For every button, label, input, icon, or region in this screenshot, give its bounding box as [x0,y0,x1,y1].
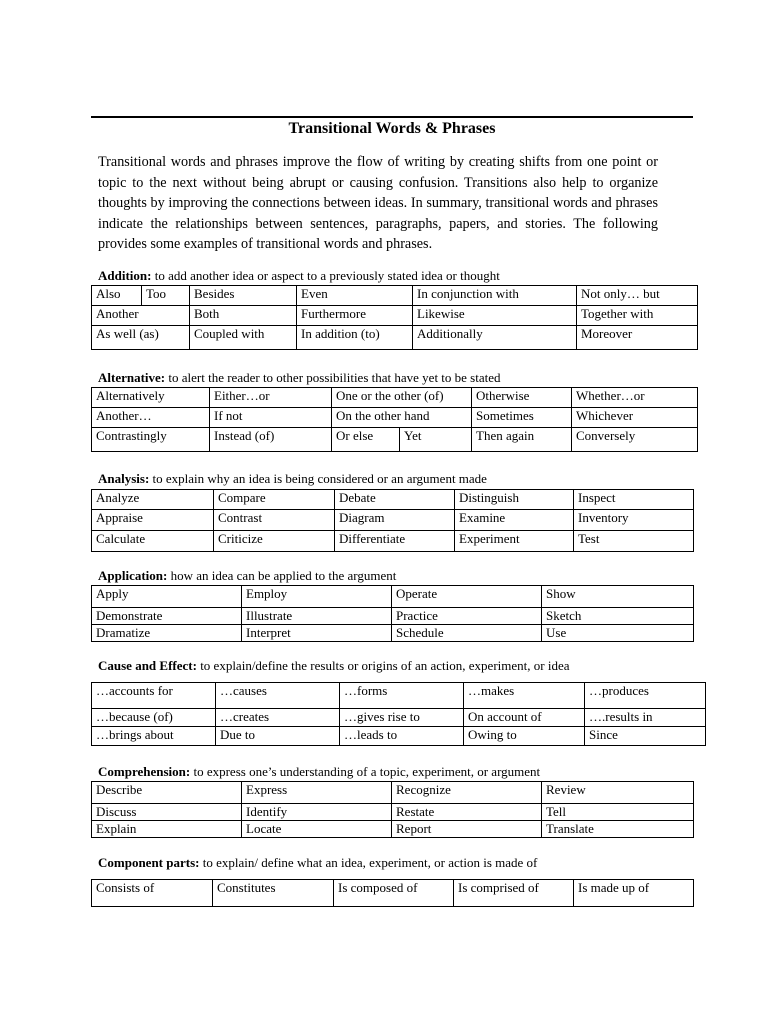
table-cell: Diagram [335,510,455,531]
table-cell: If not [210,408,332,428]
table-cell: Practice [392,608,542,625]
addition-table [91,285,698,350]
table-cell: Analyze [92,490,214,510]
table-row [92,408,698,428]
table-cell: Demonstrate [92,608,242,625]
intro-paragraph: Transitional words and phrases improve the flow of writing by creating shifts from one point or topic to the next without being abrupt or causing confusion. Transitions also help to organize thoughts by improving the connections between ideas. In summary, transitional words and phrases indicate the relationships between sentences, paragraphs, papers, and stories. The following provides some examples of transitional words and phrases. [98,154,658,252]
cause-effect-label: Cause and Effect: [98,658,197,673]
table-cell: Is composed of [334,880,454,907]
analysis-label: Analysis: [98,471,150,486]
table-row [92,286,698,306]
alternative-heading [98,370,501,386]
table-cell: Differentiate [335,531,455,552]
table-row [92,625,694,642]
table-row [92,326,698,350]
cause-effect-table [91,682,706,746]
table-cell: Coupled with [190,326,297,350]
comprehension-heading [98,764,540,780]
table-cell: Both [190,306,297,326]
component-parts-table [91,879,694,907]
table-cell: Employ [242,586,392,608]
table-cell: Examine [455,510,574,531]
table-cell: Describe [92,782,242,804]
table-row [92,490,694,510]
addition-description: to add another idea or aspect to a previously stated idea or thought [151,268,500,283]
table-cell: Criticize [214,531,335,552]
table-cell: Experiment [455,531,574,552]
table-cell: …accounts for [92,683,216,709]
table-cell: Moreover [577,326,698,350]
table-cell: Either…or [210,388,332,408]
comprehension-label: Comprehension: [98,764,191,779]
table-row [92,428,698,452]
table-cell: Not only… but [577,286,698,306]
table-row [92,683,706,709]
table-cell: Show [542,586,694,608]
table-cell: …forms [340,683,464,709]
table-cell: Use [542,625,694,642]
table-cell: Is made up of [574,880,694,907]
analysis-table [91,489,694,552]
table-cell: Likewise [413,306,577,326]
table-cell: As well (as) [92,326,190,350]
table-row [92,306,698,326]
table-cell: Locate [242,821,392,838]
table-cell: Also [92,286,142,306]
table-cell: Distinguish [455,490,574,510]
table-cell: Review [542,782,694,804]
table-cell: Whichever [572,408,698,428]
cause-effect-heading [98,658,570,674]
application-table [91,585,694,642]
table-cell: Due to [216,727,340,746]
table-cell: Compare [214,490,335,510]
table-cell: Yet [400,428,472,452]
application-label: Application: [98,568,168,583]
alternative-description: to alert the reader to other possibilities that have yet to be stated [165,370,501,385]
table-cell: Calculate [92,531,214,552]
table-cell: Appraise [92,510,214,531]
table-cell: …creates [216,709,340,727]
alternative-label: Alternative: [98,370,166,385]
table-cell: On account of [464,709,585,727]
table-row [92,586,694,608]
table-cell: Together with [577,306,698,326]
analysis-heading [98,471,487,487]
table-cell: …produces [585,683,706,709]
table-cell: Restate [392,804,542,821]
table-row [92,804,694,821]
table-row [92,709,706,727]
table-cell: Conversely [572,428,698,452]
table-cell: Translate [542,821,694,838]
table-cell: …gives rise to [340,709,464,727]
table-cell: Interpret [242,625,392,642]
table-cell: Tell [542,804,694,821]
table-cell: Illustrate [242,608,392,625]
table-cell: On the other hand [332,408,472,428]
table-cell: Whether…or [572,388,698,408]
table-cell: One or the other (of) [332,388,472,408]
table-cell: ….results in [585,709,706,727]
table-row [92,388,698,408]
table-cell: Discuss [92,804,242,821]
table-cell: Alternatively [92,388,210,408]
table-cell: In conjunction with [413,286,577,306]
comprehension-table [91,781,694,838]
table-cell: …leads to [340,727,464,746]
analysis-description: to explain why an idea is being considered or an argument made [149,471,487,486]
component-parts-heading [98,855,537,871]
table-cell: …makes [464,683,585,709]
page-title: Transitional Words & Phrases [288,120,496,137]
table-cell: Operate [392,586,542,608]
table-cell: Apply [92,586,242,608]
table-cell: Additionally [413,326,577,350]
table-cell: Report [392,821,542,838]
table-cell: Owing to [464,727,585,746]
table-cell: …brings about [92,727,216,746]
table-cell: …causes [216,683,340,709]
table-row [92,782,694,804]
table-cell: Explain [92,821,242,838]
component-parts-description: to explain/ define what an idea, experiment, or action is made of [199,855,538,870]
table-cell: Furthermore [297,306,413,326]
table-cell: Too [142,286,190,306]
table-cell: Consists of [92,880,213,907]
application-heading [98,568,396,584]
table-cell: Is comprised of [454,880,574,907]
table-cell: Another [92,306,190,326]
comprehension-description: to express one’s understanding of a topic, experiment, or argument [190,764,541,779]
table-cell: Constitutes [213,880,334,907]
table-row [92,821,694,838]
table-cell: …because (of) [92,709,216,727]
table-row [92,608,694,625]
table-cell: Express [242,782,392,804]
table-row [92,727,706,746]
table-cell: Dramatize [92,625,242,642]
alternative-table [91,387,698,452]
table-cell: Recognize [392,782,542,804]
table-cell: Even [297,286,413,306]
table-cell: Inspect [574,490,694,510]
table-cell: Another… [92,408,210,428]
table-cell: Then again [472,428,572,452]
table-cell: Identify [242,804,392,821]
table-cell: Since [585,727,706,746]
table-cell: Or else [332,428,400,452]
table-cell: Debate [335,490,455,510]
table-cell: Test [574,531,694,552]
table-cell: Contrast [214,510,335,531]
table-cell: Sometimes [472,408,572,428]
table-cell: Sketch [542,608,694,625]
application-description: how an idea can be applied to the argument [167,568,397,583]
table-cell: Otherwise [472,388,572,408]
addition-heading [98,268,500,284]
cause-effect-description: to explain/define the results or origins of an action, experiment, or idea [196,658,570,673]
table-cell: Inventory [574,510,694,531]
component-parts-label: Component parts: [98,855,200,870]
title-rule [91,116,693,118]
table-row [92,510,694,531]
table-cell: Schedule [392,625,542,642]
table-row [92,531,694,552]
table-row [92,880,694,907]
table-cell: In addition (to) [297,326,413,350]
table-cell: Instead (of) [210,428,332,452]
table-cell: Besides [190,286,297,306]
table-cell: Contrastingly [92,428,210,452]
addition-label: Addition: [98,268,152,283]
